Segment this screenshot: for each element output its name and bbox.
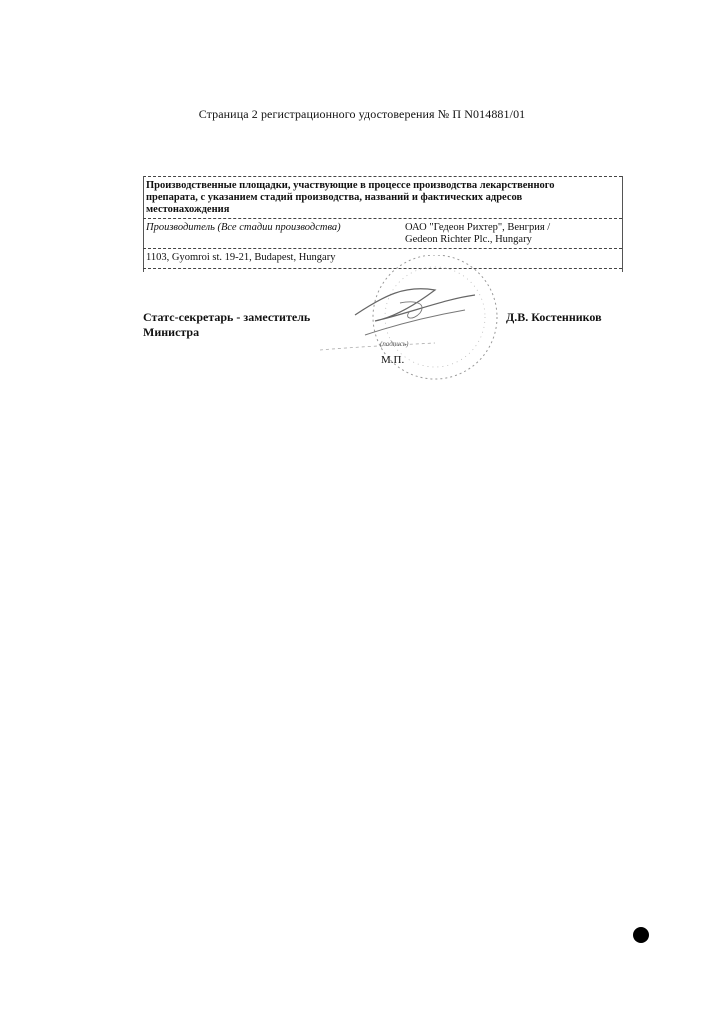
page-title: Страница 2 регистрационного удостоверения № П N014881/01 [198,107,526,121]
table-row-rule [143,248,622,249]
seal-inner-ring [385,267,485,367]
handwritten-signature-stroke [320,343,435,350]
signatory-position-line2: Министра [143,325,200,339]
table-row-rule [143,218,622,219]
seal-stamp [315,255,515,395]
manufacturer-name [405,222,550,246]
manufacturer-address: 1103, Gyomroi st. 19-21, Budapest, Hungary [146,252,336,263]
signatory-position [143,310,310,340]
table-right-border [622,176,623,272]
table-top-rule [143,176,622,177]
sites-heading: Производственные площадки, участвующие в процессе производства лекарственного препарата, с указанием стадий производства, названий и фактических адресов местонахождения [146,180,555,215]
signature-caption: (подпись) [380,340,409,348]
page-header [0,107,724,122]
signatory-name: Д.В. Костенников [506,310,602,324]
signatory-position-line1: Статс-секретарь - заместитель [143,310,311,324]
handwritten-signature-stroke [365,310,465,335]
manufacturer-name-en: Gedeon Richter Plc., Hungary [405,234,532,245]
seal-mark: М.П. [381,354,405,366]
corner-dot [633,927,649,943]
table-left-border [143,176,144,272]
manufacturer-name-ru: ОАО "Гедеон Рихтер", Венгрия / [405,222,551,233]
manufacturer-role: Производитель (Все стадии производства) [146,222,341,233]
